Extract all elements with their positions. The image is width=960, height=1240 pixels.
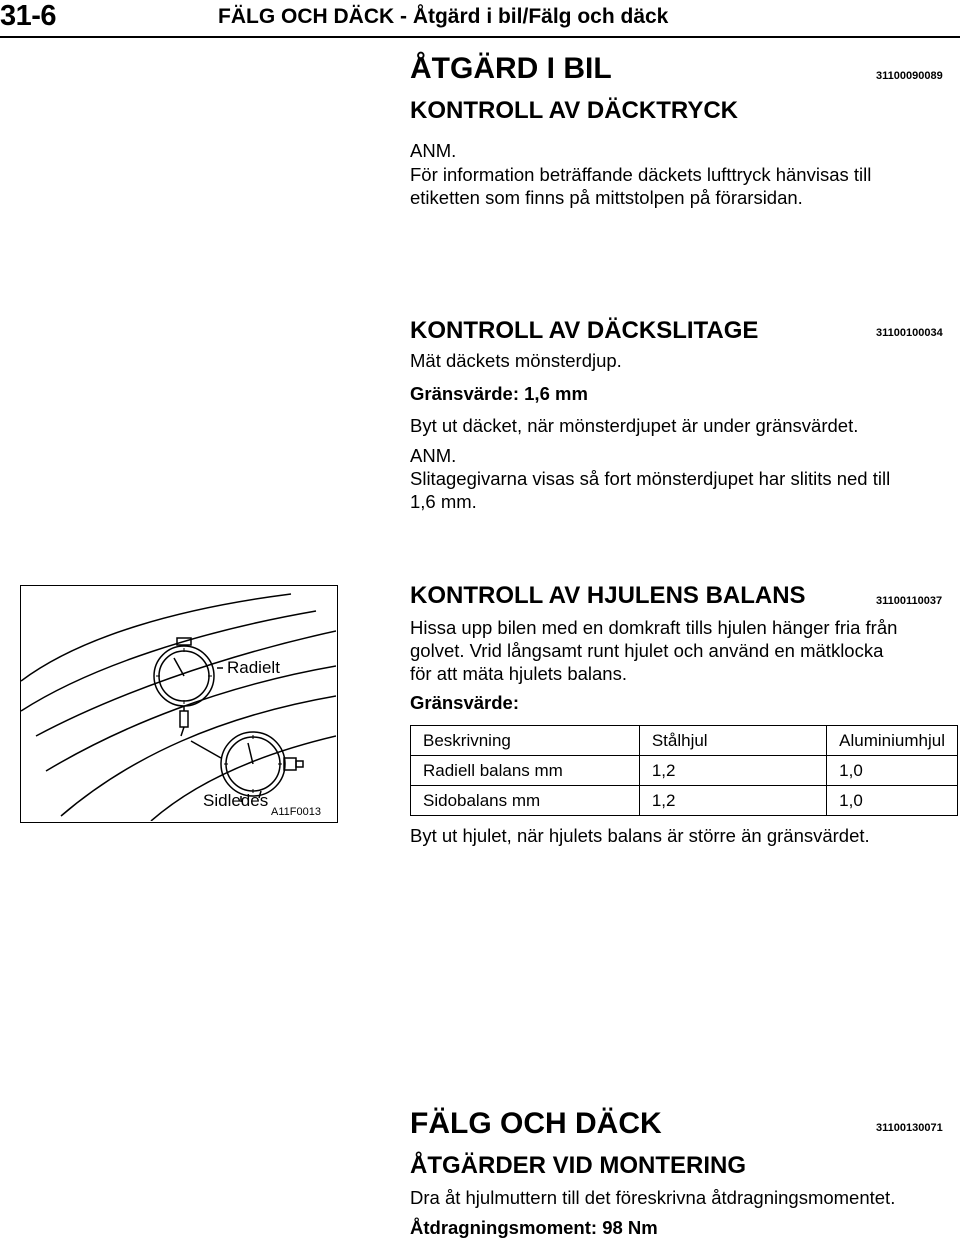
- tire-wear-note-line2: 1,6 mm.: [410, 491, 477, 512]
- tire-wear-line2: Byt ut däcket, när mönsterdjupet är under gränsvärdet.: [410, 415, 859, 436]
- tire-wear-heading: KONTROLL AV DÄCKSLITAGE: [410, 317, 759, 344]
- tire-wear-note-line1: Slitagegivarna visas så fort mönsterdjupet har slitits ned till: [410, 468, 891, 489]
- table-cell: Sidobalans mm: [411, 786, 640, 816]
- figure-label-side: Sidledes: [203, 791, 269, 810]
- page-number: 31-6: [0, 0, 57, 32]
- table-row: [411, 786, 958, 816]
- mounting-line1: Dra åt hjulmuttern till det föreskrivna åtdragningsmomentet.: [410, 1187, 896, 1208]
- tire-wear-limit: Gränsvärde: 1,6 mm: [410, 383, 588, 404]
- wheel-dial-gauge-illustration: [21, 586, 336, 821]
- wheel-balance-limit-label: Gränsvärde:: [410, 692, 519, 713]
- dial-gauge-figure: [20, 585, 338, 823]
- header-divider: [0, 36, 960, 38]
- table-header-row: [411, 726, 958, 756]
- figure-label-radial: Radielt: [227, 658, 280, 677]
- wheel-balance-closing: Byt ut hjulet, när hjulets balans är större än gränsvärdet.: [410, 825, 870, 846]
- tire-wear-line1: Mät däckets mönsterdjup.: [410, 350, 622, 371]
- wheel-balance-line1: Hissa upp bilen med en domkraft tills hjulen hänger fria från: [410, 617, 898, 638]
- table-cell: 1,0: [827, 786, 958, 816]
- table-cell: 1,2: [639, 756, 826, 786]
- table-cell: 1,0: [827, 756, 958, 786]
- section-title: ÅTGÄRD I BIL: [410, 52, 612, 85]
- tire-pressure-note-label: ANM.: [410, 140, 457, 161]
- tire-wear-code: 31100100034: [876, 327, 943, 339]
- table-cell: Radiell balans mm: [411, 756, 640, 786]
- section2-code: 31100130071: [876, 1122, 943, 1134]
- table-header-cell: Beskrivning: [411, 726, 640, 756]
- tire-pressure-note-line2: etiketten som finns på mittstolpen på förarsidan.: [410, 187, 803, 208]
- wheel-balance-line2: golvet. Vrid långsamt runt hjulet och använd en mätklocka: [410, 640, 884, 661]
- tire-wear-note-label: ANM.: [410, 445, 457, 466]
- tire-pressure-heading: KONTROLL AV DÄCKTRYCK: [410, 97, 738, 124]
- running-head: FÄLG OCH DÄCK - Åtgärd i bil/Fälg och däck: [218, 5, 669, 28]
- table-cell: 1,2: [639, 786, 826, 816]
- section2-title: FÄLG OCH DÄCK: [410, 1107, 662, 1140]
- section-code: 31100090089: [876, 70, 943, 82]
- balance-limit-table: [410, 725, 958, 816]
- wheel-balance-code: 31100110037: [876, 595, 943, 607]
- tire-pressure-note-line1: För information beträffande däckets lufttryck hänvisas till: [410, 164, 872, 185]
- table-row: [411, 756, 958, 786]
- figure-code: A11F0013: [271, 806, 321, 818]
- table-header-cell: Stålhjul: [639, 726, 826, 756]
- mounting-heading: ÅTGÄRDER VID MONTERING: [410, 1152, 746, 1179]
- wheel-balance-line3: för att mäta hjulets balans.: [410, 663, 627, 684]
- wheel-balance-heading: KONTROLL AV HJULENS BALANS: [410, 582, 806, 609]
- torque-spec: Åtdragningsmoment: 98 Nm: [410, 1217, 658, 1238]
- table-header-cell: Aluminiumhjul: [827, 726, 958, 756]
